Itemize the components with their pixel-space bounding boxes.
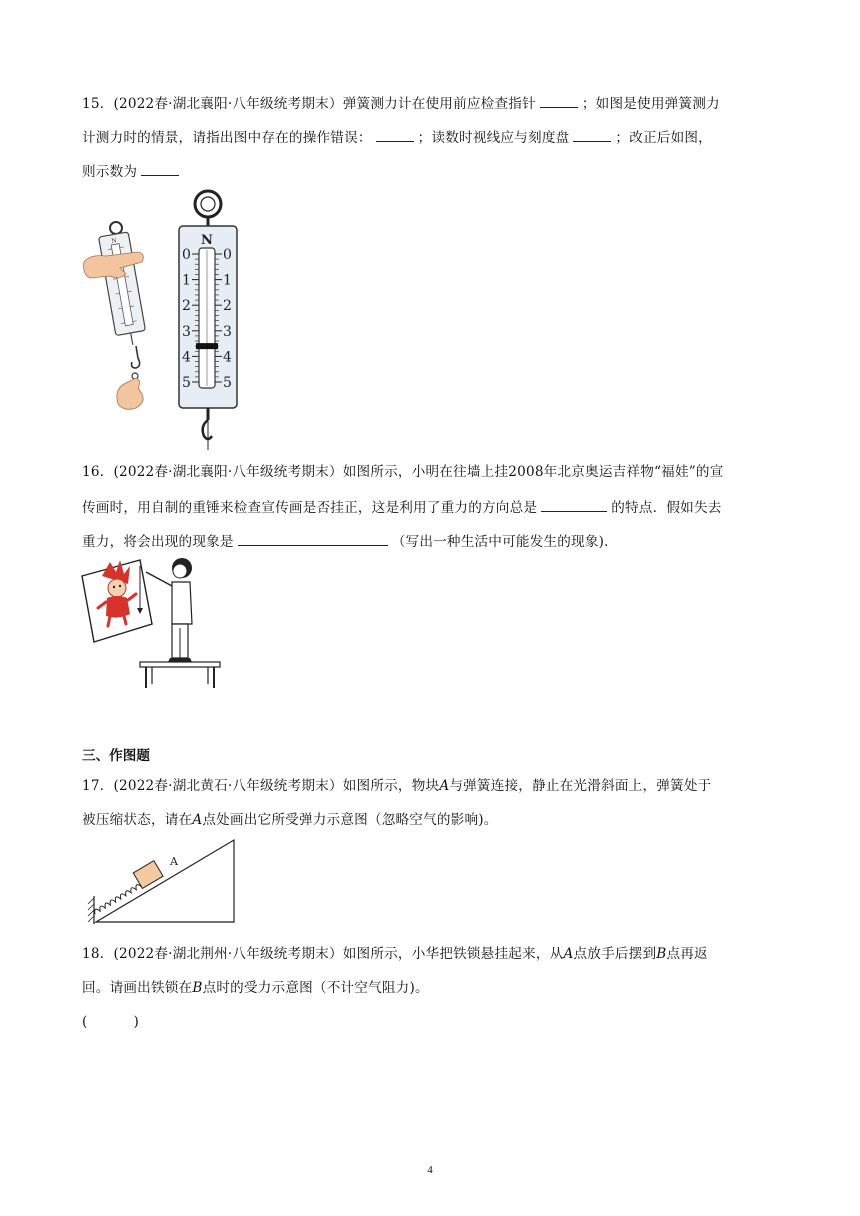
q15-line-1: 15．(2022春·湖北襄阳·八年级统考期末）弹簧测力计在使用前应检查指针 ；如图是使用弹簧测力 xyxy=(82,92,782,114)
q17-line-1: 17．(2022春·湖北黄石·八年级统考期末）如图所示，物块A与弹簧连接，静止在光滑斜面上，弹簧处于 xyxy=(82,778,712,794)
block-label: A xyxy=(170,855,178,868)
scale-unit-label: N xyxy=(201,233,213,248)
q18-line-2: 回。请画出铁锁在B点时的受力示意图（不计空气阻力)。 xyxy=(82,980,429,996)
section-title: 三、作图题 xyxy=(82,748,150,764)
scale-tick-label-left: 3 xyxy=(182,323,191,340)
spring-scale-figure xyxy=(176,186,246,450)
scale-tick-label-left: 4 xyxy=(182,349,191,366)
scale-tick-label-left: 5 xyxy=(182,375,191,391)
q17-line-2: 被压缩状态，请在A点处画出它所受弹力示意图（忽略空气的影响)。 xyxy=(82,812,498,828)
scale-tick-label-left: 2 xyxy=(182,298,191,315)
scale-tick-label-left: 0 xyxy=(182,247,191,263)
q15-line-2: 计测力时的情景，请指出图中存在的操作错误： ；读数时视线应与刻度盘 ；改正后如图， xyxy=(82,126,782,148)
scale-tick-label-right: 1 xyxy=(223,272,232,289)
q15-blank-1[interactable] xyxy=(540,92,578,108)
page-number: 4 xyxy=(427,1164,433,1176)
scale-pointer-bar xyxy=(196,343,218,349)
spring-scale-in-hand-figure xyxy=(80,218,160,413)
q18-line-1: 18．(2022春·湖北荆州·八年级统考期末）如图所示，小华把铁锁悬挂起来，从A点放手后摆到B点再返 xyxy=(82,946,708,962)
q15-blank-2[interactable] xyxy=(376,126,414,142)
scale-tick-label-right: 4 xyxy=(223,349,232,366)
q16-line-2: 传画时，用自制的重锤来检查宣传画是否挂正，这是利用了重力的方向总是 的特点．假如失去 xyxy=(82,496,782,518)
q16-line-1: 16．(2022春·湖北襄阳·八年级统考期末）如图所示，小明在往墙上挂2008年北京奥运吉祥物“福娃”的宣 xyxy=(82,464,724,480)
scale-tick-label-right: 2 xyxy=(223,298,232,315)
q18-answer-blank[interactable]: ( ) xyxy=(82,1014,140,1030)
scale-tick-label-left: 1 xyxy=(182,272,191,289)
q16-blank-1[interactable] xyxy=(541,496,607,512)
scale-tick-label-right: 5 xyxy=(223,375,232,391)
hanging-picture-figure xyxy=(80,554,226,690)
q15-line-3: 则示数为 xyxy=(82,160,782,182)
q16-blank-2[interactable] xyxy=(238,530,388,546)
svg-text:N: N xyxy=(110,237,118,245)
q15-blank-3[interactable] xyxy=(573,126,611,142)
q16-line-3: 重力，将会出现的现象是 （写出一种生活中可能发生的现象)． xyxy=(82,530,782,552)
scale-pointer xyxy=(196,343,218,349)
scale-tick-label-right: 0 xyxy=(223,247,232,263)
q15-blank-4[interactable] xyxy=(141,160,179,176)
scale-tick-label-right: 3 xyxy=(223,323,232,340)
incline-spring-block-figure xyxy=(80,836,240,926)
